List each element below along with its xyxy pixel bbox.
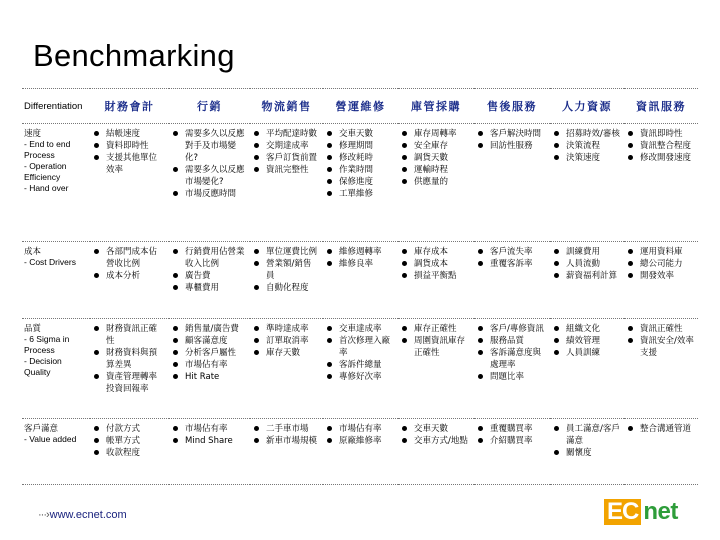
list-item: 成本分析: [92, 270, 165, 282]
list-item: 決策流程: [552, 140, 620, 152]
list-item: 專修好次率: [325, 371, 394, 383]
list-item: 結帳速度: [92, 128, 165, 140]
table-cell: [550, 242, 624, 319]
row-label-line: 成本: [24, 246, 42, 256]
list-item: 重覆購買率: [476, 423, 546, 435]
header-cell-hr: 人力資源: [550, 89, 624, 124]
list-item: 新車市場規模: [252, 435, 319, 447]
logo-ec: EC: [604, 499, 641, 525]
table-row: [22, 242, 698, 319]
list-item: 庫存成本: [400, 246, 470, 258]
bullet-list: [323, 423, 398, 447]
list-item: 運輸時程: [400, 164, 470, 176]
bullet-list: [624, 423, 698, 435]
bullet-list: [474, 323, 550, 383]
list-item: 客戶訂貨前置: [252, 152, 319, 164]
bullet-list: [250, 423, 323, 447]
table-cell: [250, 124, 323, 242]
table-cell: [169, 124, 250, 242]
list-item: 資訊完整性: [252, 164, 319, 176]
list-item: 需要多久以反應對手及巿場變化?: [171, 128, 246, 164]
list-item: 安全庫存: [400, 140, 470, 152]
table-cell: [169, 419, 250, 485]
header-row: [22, 89, 698, 124]
bullet-list: [398, 323, 474, 359]
ecnet-logo: [604, 499, 698, 525]
list-item: 交車達成率: [325, 323, 394, 335]
list-item: 作業時間: [325, 164, 394, 176]
list-item: 修改耗時: [325, 152, 394, 164]
bullet-list: [90, 323, 169, 395]
list-item: 交車方式/地點: [400, 435, 470, 447]
list-item: 招募時效/審核: [552, 128, 620, 140]
table-cell: [323, 124, 398, 242]
row-label-line: Process: [24, 150, 55, 160]
page-title: Benchmarking: [33, 38, 235, 73]
table-cell: [398, 124, 474, 242]
row-label: [22, 319, 90, 419]
list-item: 薪資福利計算: [552, 270, 620, 282]
bullet-list: [398, 128, 474, 188]
list-item: 維修良率: [325, 258, 394, 270]
list-item: 需要多久以反應市場變化?: [171, 164, 246, 188]
table-cell: [550, 124, 624, 242]
header-cell-differentiation: Differentiation: [22, 89, 90, 124]
list-item: 交車天數: [400, 423, 470, 435]
bullet-list: [250, 128, 323, 176]
list-item: 維修週轉率: [325, 246, 394, 258]
list-item: 資訊正確性: [626, 323, 694, 335]
benchmark-table: [22, 88, 698, 485]
list-item: 組織文化: [552, 323, 620, 335]
bullet-list: [474, 128, 550, 152]
bullet-list: [169, 423, 250, 447]
bullet-list: [398, 423, 474, 447]
arrow-icon: ···›: [38, 509, 49, 521]
row-label: [22, 124, 90, 242]
list-item: 客訴滿意度與處理率: [476, 347, 546, 371]
list-item: 帳單方式: [92, 435, 165, 447]
list-item: 資訊即時性: [626, 128, 694, 140]
logo-net: net: [643, 498, 678, 525]
table-cell: [550, 319, 624, 419]
bullet-list: [550, 323, 624, 359]
table-cell: [250, 242, 323, 319]
list-item: 資訊安全/效率支援: [626, 335, 694, 359]
list-item: 財務資訊正確性: [92, 323, 165, 347]
table-cell: [624, 124, 698, 242]
bullet-list: [323, 323, 398, 383]
table-cell: [474, 319, 550, 419]
table-cell: [169, 242, 250, 319]
row-label: [22, 242, 90, 319]
table-cell: [169, 319, 250, 419]
row-label-line: - Decision: [24, 356, 62, 366]
table-row: [22, 419, 698, 485]
row-label-line: 速度: [24, 128, 42, 138]
list-item: 分析客戶屬性: [171, 347, 246, 359]
list-item: 訓練費用: [552, 246, 620, 258]
table-row: [22, 124, 698, 242]
list-item: 市場佔有率: [171, 423, 246, 435]
bullet-list: [169, 128, 250, 200]
list-item: 準時達成率: [252, 323, 319, 335]
list-item: 損益平衡點: [400, 270, 470, 282]
row-label-line: - 6 Sigma in: [24, 334, 70, 344]
list-item: 績效管理: [552, 335, 620, 347]
list-item: 市場佔有率: [325, 423, 394, 435]
list-item: 首次修理入廠率: [325, 335, 394, 359]
list-item: 營業額/銷售員: [252, 258, 319, 282]
bullet-list: [90, 246, 169, 282]
list-item: 工單維修: [325, 188, 394, 200]
row-label-line: 客戶滿意: [24, 423, 59, 433]
list-item: 客訴件總量: [325, 359, 394, 371]
bullet-list: [169, 246, 250, 294]
table-cell: [90, 419, 169, 485]
header-cell-operations: 營運維修: [323, 89, 398, 124]
list-item: 問題比率: [476, 371, 546, 383]
list-item: 交車天數: [325, 128, 394, 140]
header-cell-procurement: 庫管採購: [398, 89, 474, 124]
bullet-list: [90, 423, 169, 459]
row-label: [22, 419, 90, 485]
list-item: 收款程度: [92, 447, 165, 459]
table-cell: [250, 319, 323, 419]
list-item: 修理期間: [325, 140, 394, 152]
header-cell-finance: 財務會計: [90, 89, 169, 124]
bullet-list: [624, 128, 698, 164]
row-label-line: Efficiency: [24, 172, 61, 182]
bullet-list: [550, 246, 624, 282]
list-item: 保修進度: [325, 176, 394, 188]
table-cell: [90, 242, 169, 319]
table-cell: [323, 319, 398, 419]
list-item: 客戶/專修資訊: [476, 323, 546, 335]
bullet-list: [624, 246, 698, 282]
bullet-list: [250, 323, 323, 359]
list-item: 人員流動: [552, 258, 620, 270]
list-item: 原廠維修率: [325, 435, 394, 447]
list-item: 市場反應時間: [171, 188, 246, 200]
header-cell-logistics: 物流銷售: [250, 89, 323, 124]
list-item: 修改開發速度: [626, 152, 694, 164]
bullet-list: [398, 246, 474, 282]
list-item: 庫存周轉率: [400, 128, 470, 140]
table-cell: [474, 124, 550, 242]
table-cell: [550, 419, 624, 485]
table-cell: [398, 319, 474, 419]
list-item: 周圍資訊庫存正確性: [400, 335, 470, 359]
row-label-line: Process: [24, 345, 55, 355]
table-cell: [398, 419, 474, 485]
footer-website[interactable]: [38, 509, 127, 521]
list-item: 資料即時性: [92, 140, 165, 152]
list-item: 重覆客訴率: [476, 258, 546, 270]
list-item: 庫存天數: [252, 347, 319, 359]
row-label-line: - Cost Drivers: [24, 257, 76, 267]
list-item: 庫存正確性: [400, 323, 470, 335]
header-cell-marketing: 行銷: [169, 89, 250, 124]
bullet-list: [474, 423, 550, 447]
bullet-list: [474, 246, 550, 270]
list-item: 財務資料與預算差異: [92, 347, 165, 371]
list-item: Hit Rate: [171, 371, 246, 383]
header-cell-it: 資訊服務: [624, 89, 698, 124]
list-item: 調貨天數: [400, 152, 470, 164]
footer-url-text: www.ecnet.com: [49, 509, 127, 521]
table-cell: [624, 419, 698, 485]
list-item: 員工滿意/客戶滿意: [552, 423, 620, 447]
table-cell: [323, 242, 398, 319]
list-item: 市場佔有率: [171, 359, 246, 371]
list-item: 支援其他單位效率: [92, 152, 165, 176]
list-item: 客戶解決時間: [476, 128, 546, 140]
row-label-line: 品質: [24, 323, 42, 333]
bullet-list: [550, 423, 624, 459]
list-item: 二手車市場: [252, 423, 319, 435]
table-cell: [624, 319, 698, 419]
table-cell: [474, 419, 550, 485]
list-item: 供應量的: [400, 176, 470, 188]
table-cell: [474, 242, 550, 319]
list-item: 決策速度: [552, 152, 620, 164]
bullet-list: [323, 246, 398, 270]
list-item: 平均配達時數: [252, 128, 319, 140]
list-item: 單位運費比例: [252, 246, 319, 258]
row-label-line: - Value added: [24, 434, 77, 444]
list-item: 總公司能力: [626, 258, 694, 270]
list-item: 自動化程度: [252, 282, 319, 294]
bullet-list: [624, 323, 698, 359]
row-label-line: Quality: [24, 367, 51, 377]
list-item: 顧客滿意度: [171, 335, 246, 347]
list-item: 回訪性服務: [476, 140, 546, 152]
list-item: 資產管理轉率投資回報率: [92, 371, 165, 395]
table-cell: [90, 124, 169, 242]
list-item: 運用資料庫: [626, 246, 694, 258]
list-item: 廣告費: [171, 270, 246, 282]
row-label-line: - Hand over: [24, 183, 69, 193]
list-item: 銷售量/廣告費: [171, 323, 246, 335]
list-item: 開發效率: [626, 270, 694, 282]
list-item: 付款方式: [92, 423, 165, 435]
table-cell: [624, 242, 698, 319]
bullet-list: [90, 128, 169, 176]
table-cell: [398, 242, 474, 319]
header-cell-after-sales: 售後服務: [474, 89, 550, 124]
table-row: [22, 319, 698, 419]
list-item: 各部門成本佔營收比例: [92, 246, 165, 270]
bullet-list: [169, 323, 250, 383]
list-item: Mind Share: [171, 435, 246, 447]
table-cell: [250, 419, 323, 485]
list-item: 專櫃費用: [171, 282, 246, 294]
list-item: 介紹購買率: [476, 435, 546, 447]
list-item: 關懷度: [552, 447, 620, 459]
table-cell: [323, 419, 398, 485]
list-item: 訂單取消率: [252, 335, 319, 347]
table-cell: [90, 319, 169, 419]
list-item: 客戶流失率: [476, 246, 546, 258]
bullet-list: [550, 128, 624, 164]
list-item: 人員訓練: [552, 347, 620, 359]
list-item: 調貨成本: [400, 258, 470, 270]
row-label-line: - Operation: [24, 161, 67, 171]
bullet-list: [250, 246, 323, 294]
row-label-line: - End to end: [24, 139, 71, 149]
list-item: 資訊整合程度: [626, 140, 694, 152]
list-item: 交期達成率: [252, 140, 319, 152]
list-item: 整合溝通管道: [626, 423, 694, 435]
bullet-list: [323, 128, 398, 200]
list-item: 服務品質: [476, 335, 546, 347]
list-item: 行銷費用佔營業收入比例: [171, 246, 246, 270]
